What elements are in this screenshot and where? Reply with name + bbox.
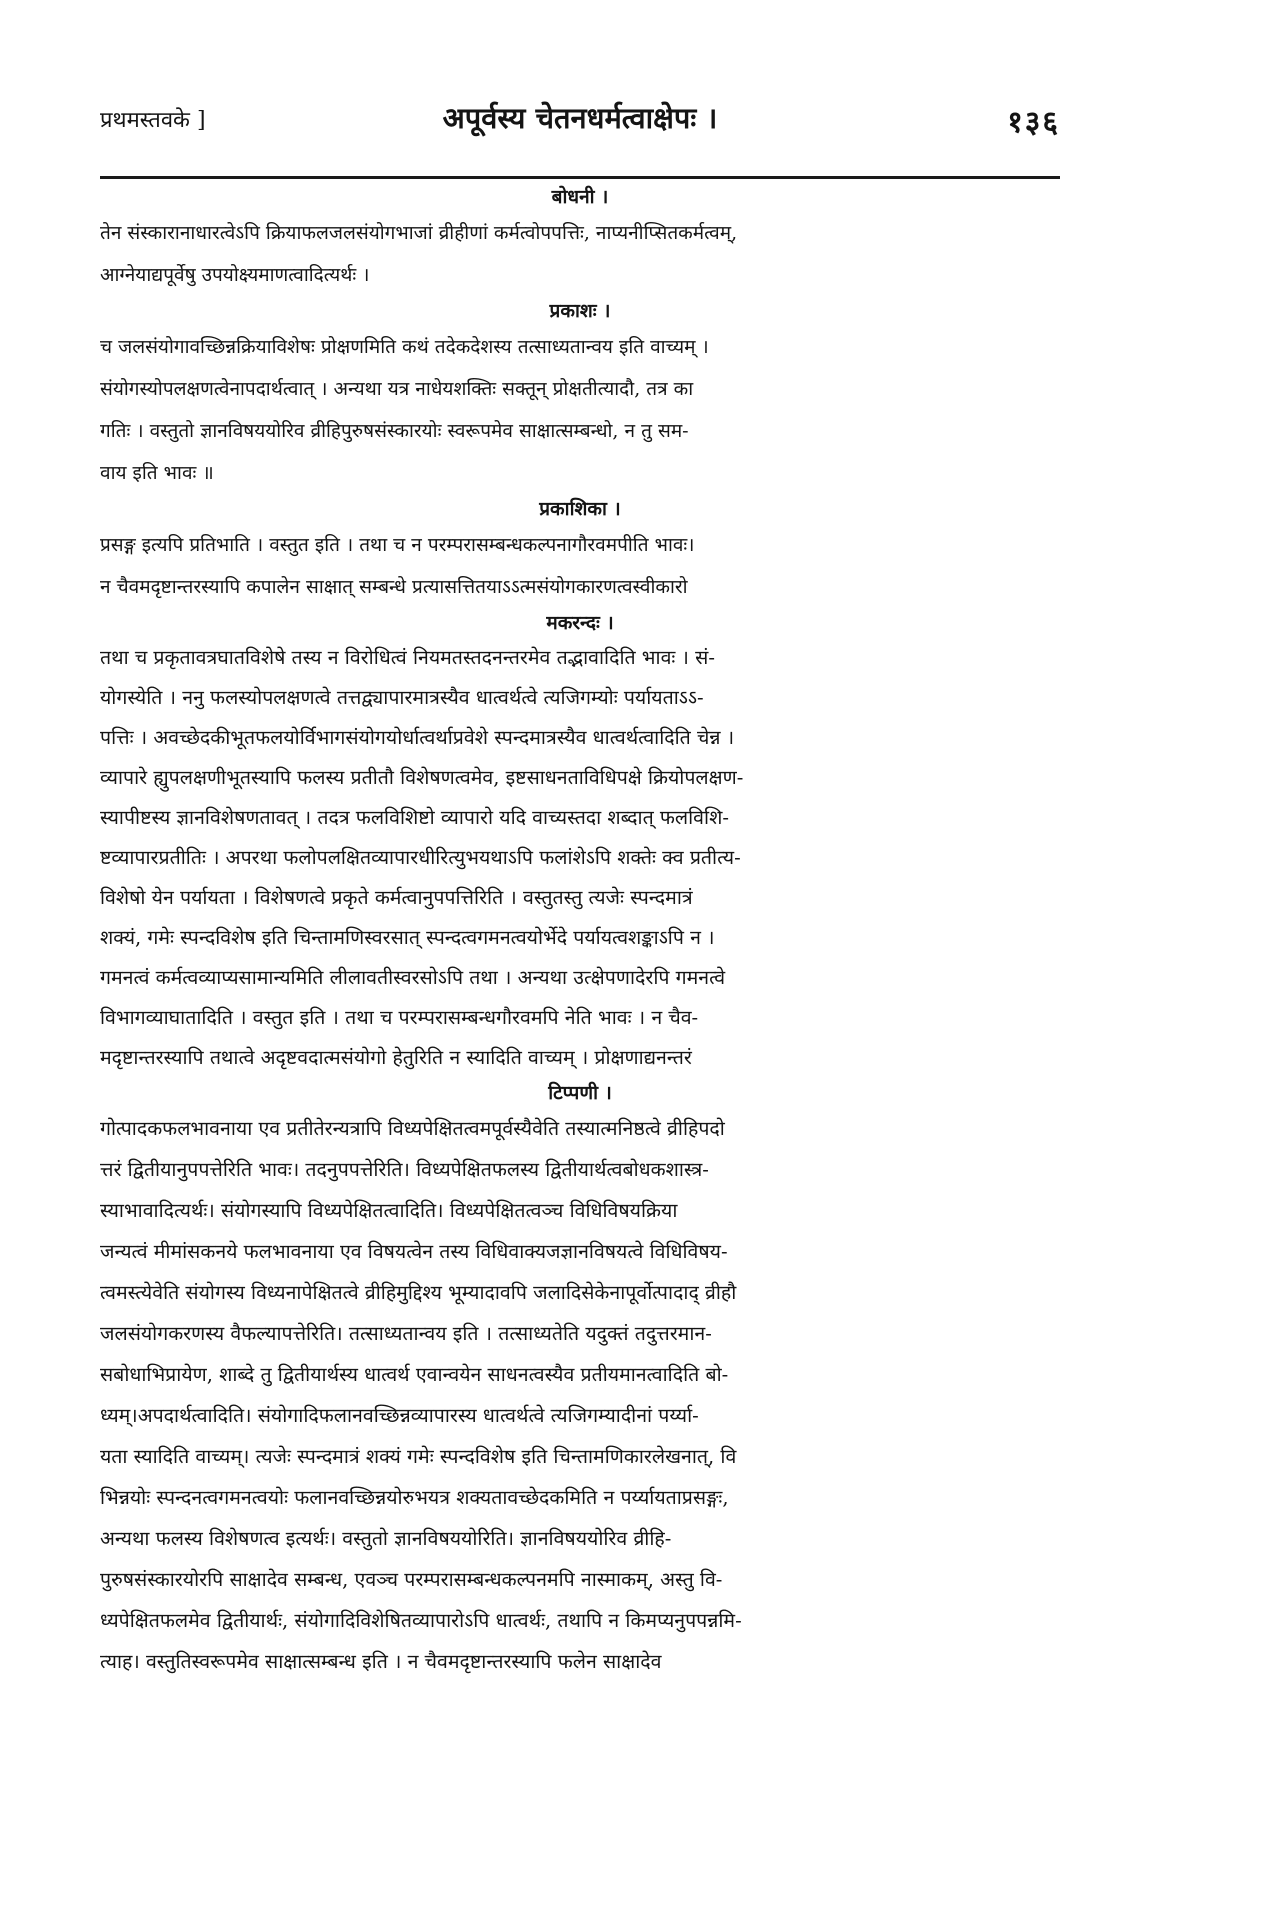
page-heading: अपूर्वस्य चेतनधर्मत्वाक्षेपः । [442, 101, 718, 135]
page-number: १३६ [1007, 105, 1060, 140]
text-line: गतिः । वस्तुतो ज्ञानविषययोरिव व्रीहिपुरुषसंस्कारयोः स्वरूपमेव साक्षात्सम्बन्धो, न तु सम- [100, 420, 689, 442]
section-bodhani [100, 182, 1060, 296]
text-line: वाय इति भावः ॥ [100, 462, 214, 484]
text-line: त्वमस्त्येवेति संयोगस्य विध्यनापेक्षितत्वे व्रीहिमुद्दिश्य भूम्यादावपि जलादिसेकेनापूर्वोत्पादाद् व्रीहौ [100, 1281, 737, 1304]
text-line: विशेषो येन पर्यायता । विशेषणत्वे प्रकृते कर्मत्वानुपपत्तिरिति । वस्तुतस्तु त्यजेः स्पन्दमात्रं [100, 886, 693, 909]
text-line: योगस्येति । ननु फलस्योपलक्षणत्वे तत्तद्व्यापारमात्रस्यैव धात्वर्थत्वे त्यजिगम्योः पर्यायताऽऽ- [100, 686, 704, 709]
text-line: संयोगस्योपलक्षणत्वेनापदार्थत्वात् । अन्यथा यत्र नाधेयशक्तिः सक्तून् प्रोक्षतीत्यादौ, तत्र का [100, 378, 694, 400]
text-line: ध्यम्।अपदार्थत्वादिति। संयोगादिफलानवच्छिन्नव्यापारस्य धात्वर्थत्वे त्यजिगम्यादीनां पर्य्या- [100, 1404, 699, 1427]
chapter-label: प्रथमस्तवके ] [100, 108, 206, 133]
text-line: यता स्यादिति वाच्यम्। त्यजेः स्पन्दमात्रं शक्यं गमेः स्पन्दविशेष इति चिन्तामणिकारलेखनात्, वि [100, 1445, 737, 1468]
text-line: प्रसङ्ग इत्यपि प्रतिभाति । वस्तुत इति । तथा च न परम्परासम्बन्धकल्पनागौरवमपीति भावः। [100, 534, 695, 556]
text-line: जलसंयोगकरणस्य वैफल्यापत्तेरिति। तत्साध्यतान्वय इति । तत्साध्यतेति यदुक्तं तदुत्तरमान- [100, 1322, 712, 1345]
section-heading: बोधनी । [551, 186, 609, 208]
text-line: विभागव्याघातादिति । वस्तुत इति । तथा च परम्परासम्बन्धगौरवमपि नेति भावः । न चैव- [100, 1006, 699, 1029]
section-makaranda [100, 608, 1060, 1078]
text-line: आग्नेयाद्यपूर्वेषु उपयोक्ष्यमाणत्वादित्यर्थः । [100, 264, 370, 286]
text-line: न चैवमदृष्टान्तरस्यापि कपालेन साक्षात् सम्बन्धे प्रत्यासत्तितयाऽऽत्मसंयोगकारणत्वस्वीकारो [100, 576, 688, 598]
section-heading: प्रकाशः । [549, 300, 611, 322]
header-rule [100, 176, 1060, 179]
page-body [100, 182, 1060, 1682]
section-tippani [100, 1078, 1060, 1682]
section-heading: टिप्पणी । [548, 1082, 612, 1104]
text-line: भिन्नयोः स्पन्दनत्वगमनत्वयोः फलानवच्छिन्नयोरुभयत्र शक्यतावच्छेदकमिति न पर्य्यायताप्रसङ्गः, [100, 1486, 729, 1509]
text-line: गोत्पादकफलभावनाया एव प्रतीतेरन्यत्रापि विध्यपेक्षितत्वमपूर्वस्यैवेति तस्यात्मनिष्ठत्वे व्रीहिपदो [100, 1117, 725, 1140]
text-line: शक्यं, गमेः स्पन्दविशेष इति चिन्तामणिस्वरसात् स्पन्दत्वगमनत्वयोर्भेदे पर्यायत्वशङ्काऽपि न । [100, 926, 715, 949]
text-line: जन्यत्वं मीमांसकनये फलभावनाया एव विषयत्वेन तस्य विधिवाक्यजज्ञानविषयत्वे विधिविषय- [100, 1240, 728, 1263]
text-line: च जलसंयोगावच्छिन्नक्रियाविशेषः प्रोक्षणमिति कथं तदेकदेशस्य तत्साध्यतान्वय इति वाच्यम् । [100, 336, 709, 358]
text-line: तेन संस्कारानाधारत्वेऽपि क्रियाफलजलसंयोगभाजां व्रीहीणां कर्मत्वोपपत्तिः, नाप्यनीप्सितकर्मत्वम्, [100, 222, 738, 244]
text-line: अन्यथा फलस्य विशेषणत्व इत्यर्थः। वस्तुतो ज्ञानविषययोरिति। ज्ञानविषययोरिव व्रीहि- [100, 1527, 672, 1550]
text-line: त्तरं द्वितीयानुपपत्तेरिति भावः। तदनुपपत्तेरिति। विध्यपेक्षितफलस्य द्वितीयार्थत्वबोधकशास्त्र- [100, 1158, 709, 1181]
text-line: मदृष्टान्तरस्यापि तथात्वे अदृष्टवदात्मसंयोगो हेतुरिति न स्यादिति वाच्यम् । प्रोक्षणाद्यनन्तरं [100, 1046, 692, 1069]
section-prakashika [100, 494, 1060, 608]
text-line: गमनत्वं कर्मत्वव्याप्यसामान्यमिति लीलावतीस्वरसोऽपि तथा । अन्यथा उत्क्षेपणादेरपि गमनत्वे [100, 966, 726, 989]
text-line: सबोधाभिप्रायेण, शाब्दे तु द्वितीयार्थस्य धात्वर्थ एवान्वयेन साधनत्वस्यैव प्रतीयमानत्वादिति बो- [100, 1363, 729, 1386]
text-line: तथा च प्रकृतावत्रघातविशेषे तस्य न विरोधित्वं नियमतस्तदनन्तरमेव तद्भावादिति भावः । सं- [100, 646, 715, 669]
text-line: ष्टव्यापारप्रतीतिः । अपरथा फलोपलक्षितव्यापारधीरित्युभयथाऽपि फलांशेऽपि शक्तेः क्व प्रतीत्य- [100, 846, 741, 869]
text-line: स्यापीष्टस्य ज्ञानविशेषणतावत् । तदत्र फलविशिष्टो व्यापारो यदि वाच्यस्तदा शब्दात् फलविशि- [100, 806, 729, 829]
running-header [100, 96, 1060, 146]
text-line: ध्यपेक्षितफलमेव द्वितीयार्थः, संयोगादिविशेषितव्यापारोऽपि धात्वर्थः, तथापि न किमप्यनुपपन्नमि- [100, 1609, 742, 1632]
text-line: पुरुषसंस्कारयोरपि साक्षादेव सम्बन्ध, एवञ्च परम्परासम्बन्धकल्पनमपि नास्माकम्, अस्तु वि- [100, 1568, 723, 1591]
section-heading: मकरन्दः । [546, 612, 614, 634]
text-line: व्यापारे ह्युपलक्षणीभूतस्यापि फलस्य प्रतीतौ विशेषणत्वमेव, इष्टसाधनताविधिपक्षे क्रियोपलक्षण- [100, 766, 744, 789]
text-line: त्याह। वस्तुतिस्वरूपमेव साक्षात्सम्बन्ध इति । न चैवमदृष्टान्तरस्यापि फलेन साक्षादेव [100, 1650, 662, 1673]
section-prakasha [100, 296, 1060, 494]
text-line: स्याभावादित्यर्थः। संयोगस्यापि विध्यपेक्षितत्वादिति। विध्यपेक्षितत्वञ्च विधिविषयक्रिया [100, 1199, 678, 1222]
text-line: पत्तिः । अवच्छेदकीभूतफलयोर्विभागसंयोगयोर्धात्वर्थाप्रवेशे स्पन्दमात्रस्यैव धात्वर्थत्वादिति चेन्न । [100, 726, 735, 749]
section-heading: प्रकाशिका । [539, 498, 621, 520]
